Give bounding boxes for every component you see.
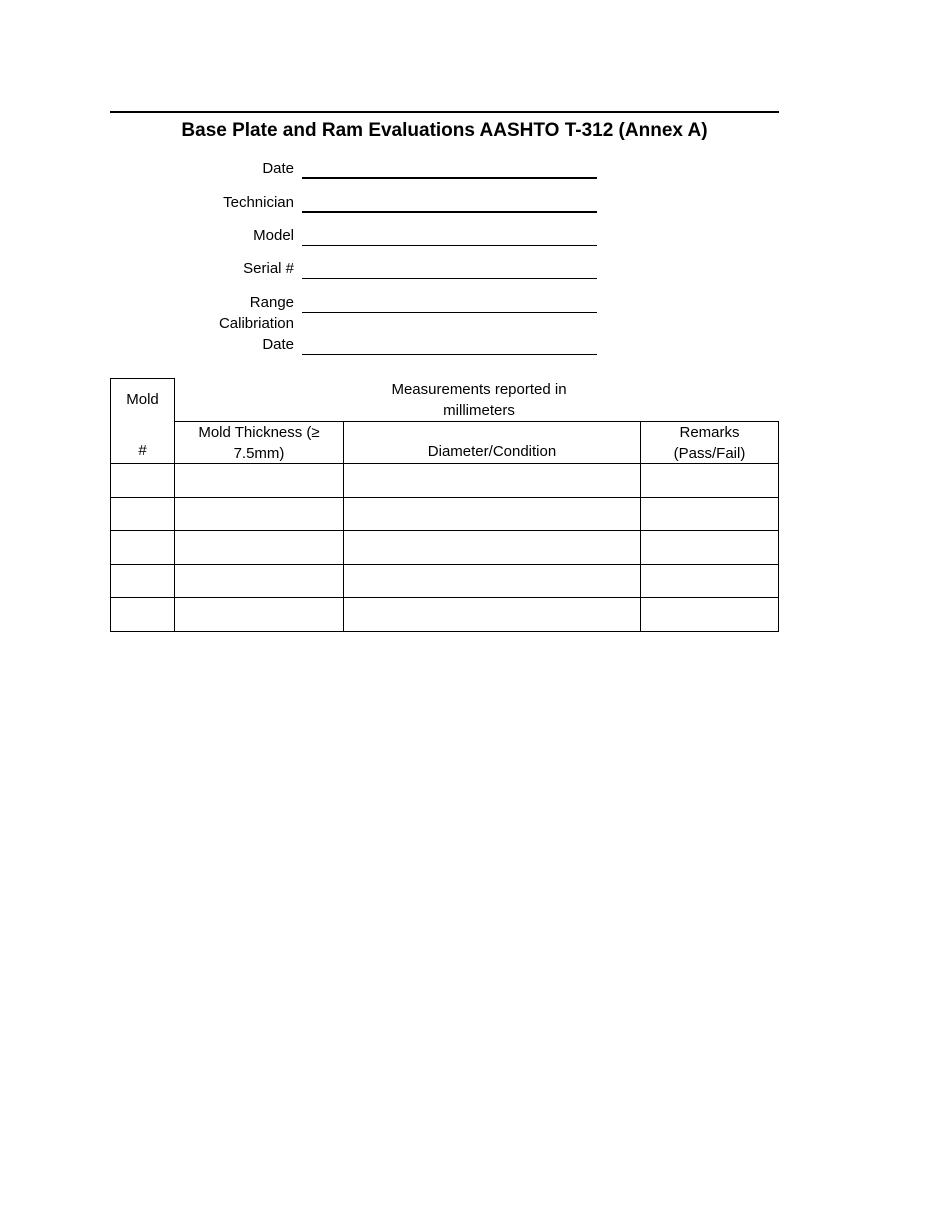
page-title: Base Plate and Ram Evaluations AASHTO T-312 (Annex A) (181, 120, 708, 141)
serial-field[interactable] (302, 278, 597, 279)
diameter-header-text: Diameter/Condition (427, 443, 557, 460)
calibration-date-field[interactable] (302, 354, 597, 355)
thickness-cell[interactable] (174, 564, 344, 599)
remarks-cell[interactable] (640, 497, 779, 532)
top-rule (110, 111, 779, 113)
technician-field[interactable] (302, 211, 597, 213)
mold-number-cell[interactable] (110, 530, 175, 565)
diameter-cell[interactable] (343, 564, 641, 599)
model-field[interactable] (302, 245, 597, 246)
remarks-header-line1: Remarks (679, 423, 740, 441)
remarks-cell[interactable] (640, 530, 779, 565)
diameter-cell[interactable] (343, 463, 641, 498)
thickness-cell[interactable] (174, 597, 344, 632)
remarks-cell[interactable] (640, 597, 779, 632)
mold-number-cell[interactable] (110, 564, 175, 599)
diameter-header (343, 421, 641, 464)
remarks-cell[interactable] (640, 463, 779, 498)
mold-number-header (110, 378, 175, 464)
group-header-line2: millimeters (443, 402, 515, 419)
mold-header-text: Mold (126, 391, 159, 408)
thickness-cell[interactable] (174, 530, 344, 565)
remarks-header-line2: (Pass/Fail) (673, 444, 746, 462)
date-field[interactable] (302, 177, 597, 179)
calibration-date-label: Date (262, 336, 294, 353)
thickness-cell[interactable] (174, 463, 344, 498)
model-label: Model (253, 227, 294, 244)
mold-number-cell[interactable] (110, 597, 175, 632)
diameter-cell[interactable] (343, 530, 641, 565)
thickness-header (174, 421, 344, 464)
mold-number-cell[interactable] (110, 497, 175, 532)
calibration-label: Calibriation (218, 315, 294, 332)
mold-number-cell[interactable] (110, 463, 175, 498)
diameter-cell[interactable] (343, 597, 641, 632)
technician-label: Technician (223, 194, 294, 211)
remarks-cell[interactable] (640, 564, 779, 599)
date-label: Date (262, 160, 294, 177)
serial-label: Serial # (243, 260, 294, 277)
remarks-header (640, 421, 779, 464)
diameter-cell[interactable] (343, 497, 641, 532)
measurements-group-header (174, 378, 779, 422)
number-header-text: # (138, 442, 147, 459)
group-header-line1: Measurements reported in (391, 381, 567, 398)
range-label: Range (249, 294, 294, 311)
range-field[interactable] (302, 312, 597, 313)
thickness-cell[interactable] (174, 497, 344, 532)
thickness-header-line2: 7.5mm) (233, 444, 285, 462)
thickness-header-line1: Mold Thickness (≥ (198, 423, 320, 441)
